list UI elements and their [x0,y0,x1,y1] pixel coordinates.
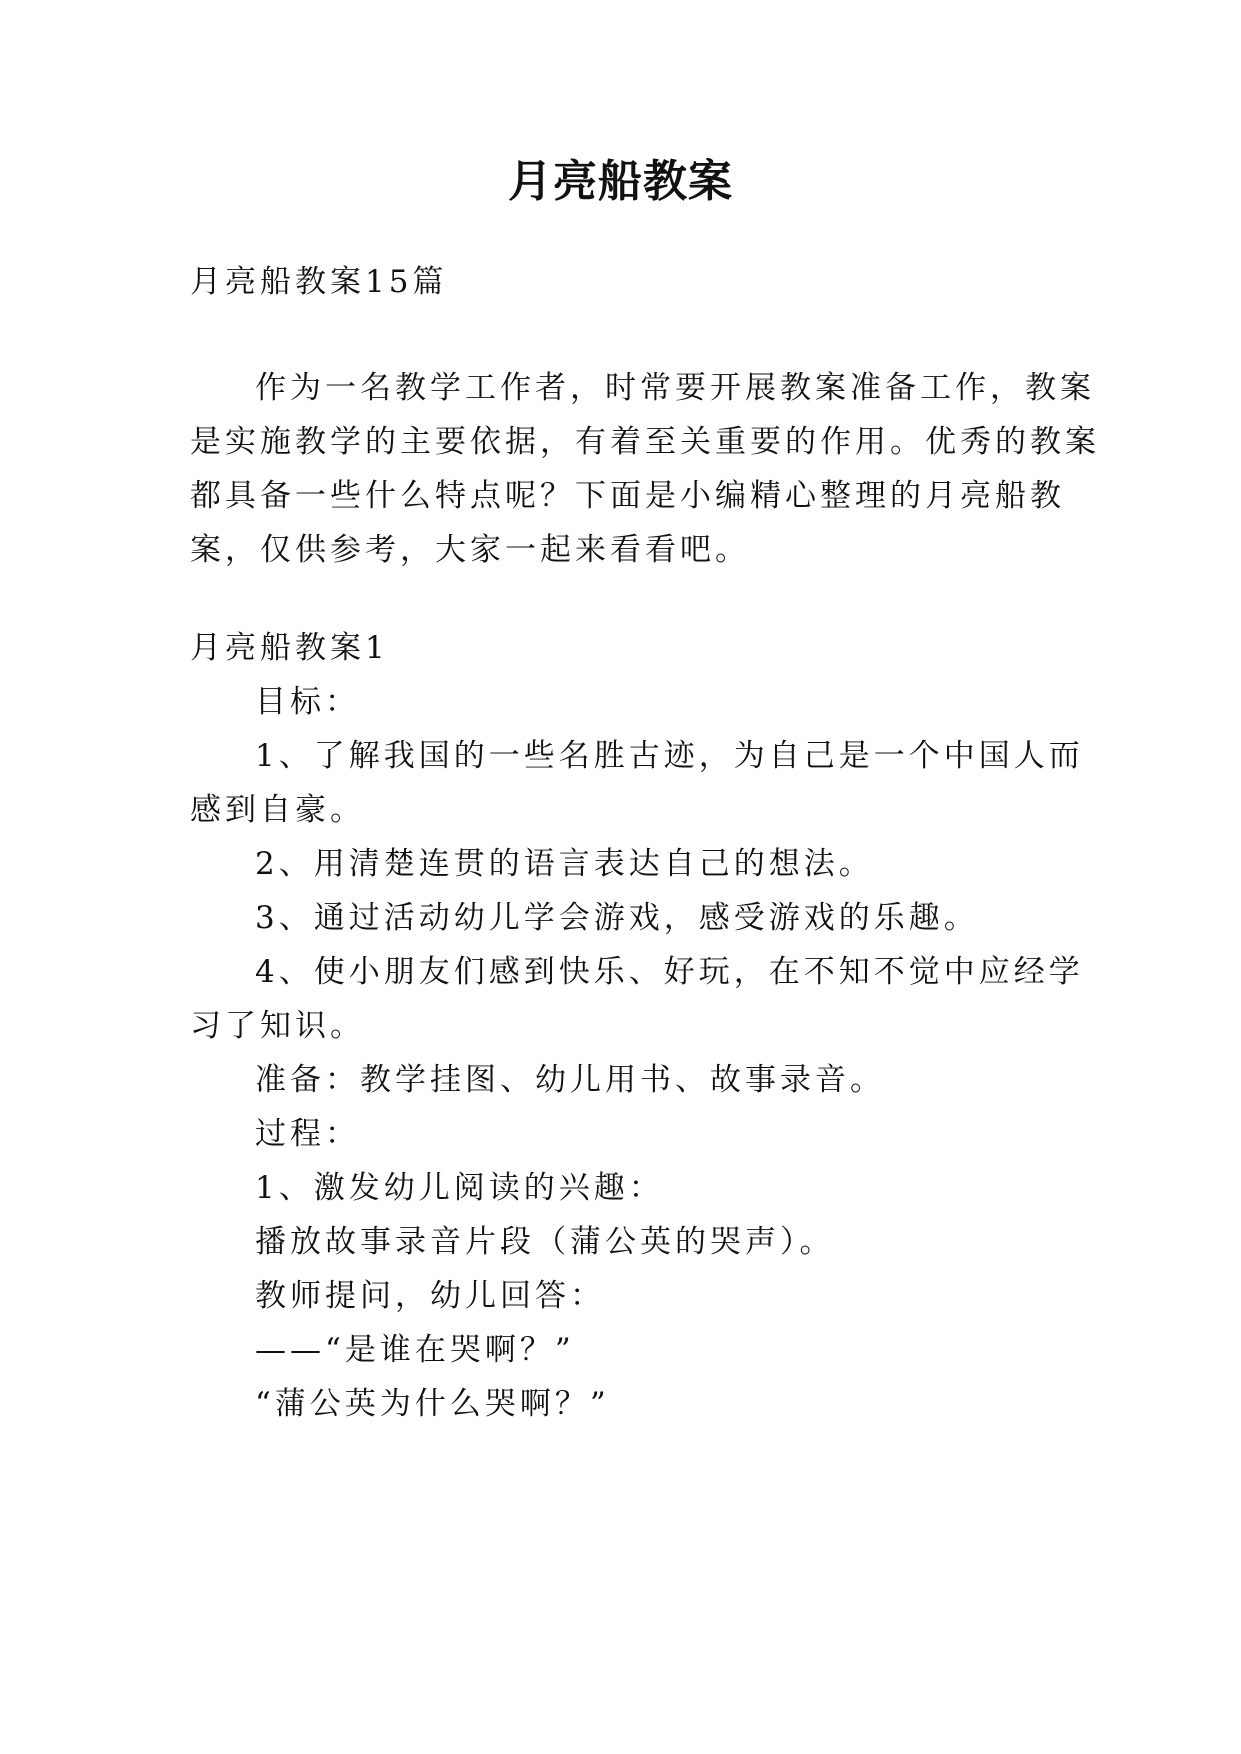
goal-2: 2、用清楚连贯的语言表达自己的想法。 [255,846,874,882]
intro-line-1: 作为一名教学工作者，时常要开展教案准备工作，教案 [255,370,1095,406]
prep-line: 准备：教学挂图、幼儿用书、故事录音。 [255,1062,885,1098]
question-1: ——“是谁在哭啊？” [255,1332,575,1368]
question-2: “蒲公英为什么哭啊？” [255,1386,610,1422]
step-1-a: 播放故事录音片段（蒲公英的哭声）。 [255,1224,835,1260]
section-heading: 月亮船教案1 [190,630,389,666]
document-subtitle: 月亮船教案15篇 [190,264,448,300]
goal-1-line-2: 感到自豪。 [190,792,365,828]
goal-4-line-1: 4、使小朋友们感到快乐、好玩，在不知不觉中应经学 [255,954,1084,990]
intro-line-3: 都具备一些什么特点呢？下面是小编精心整理的月亮船教 [190,478,1065,514]
goal-4-line-2: 习了知识。 [190,1008,365,1044]
process-label: 过程： [255,1116,360,1152]
goals-label: 目标： [255,684,360,720]
intro-line-2: 是实施教学的主要依据，有着至关重要的作用。优秀的教案 [190,424,1100,460]
goal-1-line-1: 1、了解我国的一些名胜古迹，为自己是一个中国人而 [255,738,1084,774]
intro-line-4: 案，仅供参考，大家一起来看看吧。 [190,532,750,568]
goal-3: 3、通过活动幼儿学会游戏，感受游戏的乐趣。 [255,900,979,936]
step-1: 1、激发幼儿阅读的兴趣： [255,1170,664,1206]
step-1-b: 教师提问，幼儿回答： [255,1278,605,1314]
document-title: 月亮船教案 [508,156,733,207]
